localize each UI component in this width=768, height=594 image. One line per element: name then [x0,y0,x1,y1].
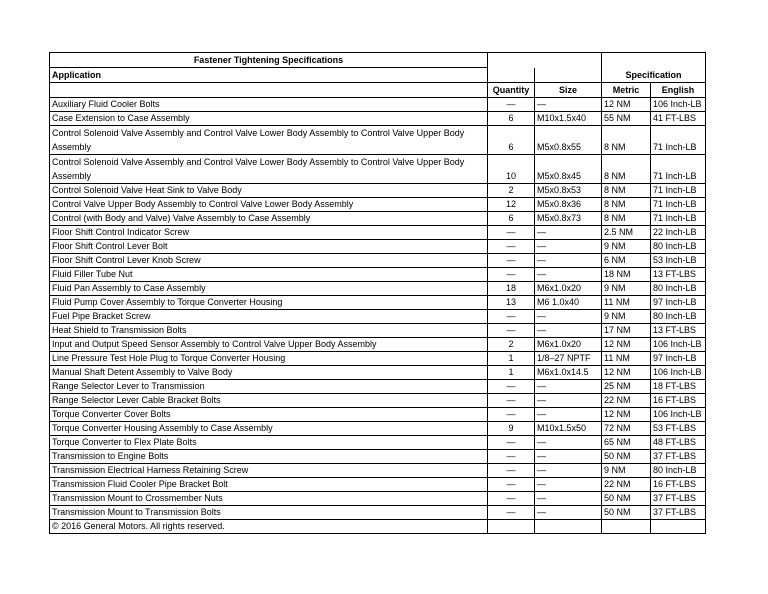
cell-metric: 8 NM [602,126,651,155]
cell-application: Fuel Pipe Bracket Screw [50,310,488,324]
cell-size: — [535,268,602,282]
cell-size: — [535,310,602,324]
cell-english: 53 Inch-LB [651,254,706,268]
table-title: Fastener Tightening Specifications [50,53,488,68]
cell-metric: 9 NM [602,464,651,478]
cell-application: Torque Converter Cover Bolts [50,408,488,422]
cell-english: 106 Inch-LB [651,408,706,422]
cell-metric: 6 NM [602,254,651,268]
cell-quantity: — [488,240,535,254]
cell-size: M6x1.0x14.5 [535,366,602,380]
cell-english: 80 Inch-LB [651,464,706,478]
cell-metric: 22 NM [602,478,651,492]
cell-quantity: — [488,324,535,338]
cell-quantity: — [488,98,535,112]
cell-metric: 2.5 NM [602,226,651,240]
cell-metric: 9 NM [602,240,651,254]
cell-english: 16 FT-LBS [651,394,706,408]
cell-application: Torque Converter Housing Assembly to Case Assembly [50,422,488,436]
cell-size: M6x1.0x20 [535,338,602,352]
cell-english: 106 Inch-LB [651,338,706,352]
header-application: Application [50,68,488,83]
cell-metric: 18 NM [602,268,651,282]
cell-size: — [535,450,602,464]
cell-size: M5x0.8x36 [535,198,602,212]
cell-quantity: 6 [488,212,535,226]
table-row [50,310,706,324]
cell-size: M5x0.8x53 [535,184,602,198]
cell-metric: 8 NM [602,198,651,212]
cell-quantity: 13 [488,296,535,310]
cell-application: Fluid Pan Assembly to Case Assembly [50,282,488,296]
cell-application: Auxiliary Fluid Cooler Bolts [50,98,488,112]
cell-english: 71 Inch-LB [651,126,706,155]
cell-metric: 12 NM [602,98,651,112]
table-row [50,98,706,112]
cell-size: M10x1.5x40 [535,112,602,126]
table-row [50,464,706,478]
cell-size: — [535,394,602,408]
cell-application: Floor Shift Control Lever Knob Screw [50,254,488,268]
cell-english: 71 Inch-LB [651,155,706,184]
cell-quantity: — [488,408,535,422]
cell-application: Case Extension to Case Assembly [50,112,488,126]
header-english: English [651,83,706,98]
table-row [50,296,706,310]
cell-quantity: — [488,436,535,450]
table-row [50,436,706,450]
cell-english: 37 FT-LBS [651,492,706,506]
cell-application: Control Solenoid Valve Heat Sink to Valve Body [50,184,488,198]
cell-application: Manual Shaft Detent Assembly to Valve Body [50,366,488,380]
table-row [50,338,706,352]
cell-quantity: — [488,254,535,268]
table-row [50,380,706,394]
cell-size: M5x0.8x45 [535,155,602,184]
cell-metric: 8 NM [602,155,651,184]
cell-metric: 9 NM [602,310,651,324]
cell-application: Transmission to Engine Bolts [50,450,488,464]
cell-size: — [535,324,602,338]
cell-application: Heat Shield to Transmission Bolts [50,324,488,338]
cell-quantity: 2 [488,338,535,352]
cell-english: 71 Inch-LB [651,198,706,212]
cell-size: — [535,408,602,422]
cell-metric: 11 NM [602,352,651,366]
cell-english: 16 FT-LBS [651,478,706,492]
cell-application: Control Solenoid Valve Assembly and Control Valve Lower Body Assembly to Control Valve Upper Body Assembly [50,155,488,184]
table-row [50,324,706,338]
cell-english: 48 FT-LBS [651,436,706,450]
cell-application: Floor Shift Control Lever Bolt [50,240,488,254]
cell-application: Fluid Pump Cover Assembly to Torque Converter Housing [50,296,488,310]
cell-size: M6 1.0x40 [535,296,602,310]
cell-english: 97 Inch-LB [651,352,706,366]
cell-quantity: 1 [488,366,535,380]
table-row [50,126,706,155]
cell-english: 71 Inch-LB [651,212,706,226]
table-row [50,268,706,282]
cell-size: M10x1.5x50 [535,422,602,436]
cell-quantity: — [488,478,535,492]
cell-quantity: 1 [488,352,535,366]
cell-metric: 11 NM [602,296,651,310]
table-row [50,422,706,436]
cell-size: M5x0.8x73 [535,212,602,226]
cell-metric: 17 NM [602,324,651,338]
cell-quantity: 12 [488,198,535,212]
table-row [50,408,706,422]
cell-english: 106 Inch-LB [651,366,706,380]
cell-quantity: 9 [488,422,535,436]
table-row [50,492,706,506]
cell-quantity: 6 [488,112,535,126]
cell-english: 13 FT-LBS [651,268,706,282]
cell-size: — [535,380,602,394]
cell-size: — [535,226,602,240]
cell-metric: 9 NM [602,282,651,296]
cell-metric: 12 NM [602,338,651,352]
header-quantity: Quantity [488,83,535,98]
cell-application: Fluid Filler Tube Nut [50,268,488,282]
copyright-notice: © 2016 General Motors. All rights reserved. [50,520,488,534]
cell-quantity: — [488,268,535,282]
cell-application: Range Selector Lever Cable Bracket Bolts [50,394,488,408]
table-row [50,198,706,212]
cell-metric: 50 NM [602,450,651,464]
cell-application: Control (with Body and Valve) Valve Assembly to Case Assembly [50,212,488,226]
cell-quantity: 6 [488,126,535,155]
table-row [50,112,706,126]
cell-size: — [535,478,602,492]
header-metric: Metric [602,83,651,98]
cell-english: 37 FT-LBS [651,450,706,464]
table-row [50,240,706,254]
cell-metric: 65 NM [602,436,651,450]
table-row [50,366,706,380]
table-row [50,282,706,296]
cell-size: — [535,492,602,506]
cell-quantity: — [488,394,535,408]
cell-metric: 12 NM [602,408,651,422]
cell-quantity: — [488,506,535,520]
cell-english: 13 FT-LBS [651,324,706,338]
cell-quantity: 2 [488,184,535,198]
cell-application: Torque Converter to Flex Plate Bolts [50,436,488,450]
cell-size: 1/8–27 NPTF [535,352,602,366]
cell-application: Control Solenoid Valve Assembly and Control Valve Lower Body Assembly to Control Valve Upper Body Assembly [50,126,488,155]
fastener-spec-table [49,52,706,534]
cell-application: Control Valve Upper Body Assembly to Control Valve Lower Body Assembly [50,198,488,212]
cell-application: Transmission Mount to Transmission Bolts [50,506,488,520]
cell-quantity: — [488,464,535,478]
table-row [50,450,706,464]
cell-quantity: 18 [488,282,535,296]
cell-size: — [535,464,602,478]
cell-application: Transmission Electrical Harness Retaining Screw [50,464,488,478]
fastener-spec-sheet [49,52,706,534]
cell-application: Line Pressure Test Hole Plug to Torque Converter Housing [50,352,488,366]
cell-english: 37 FT-LBS [651,506,706,520]
cell-english: 41 FT-LBS [651,112,706,126]
table-row [50,212,706,226]
table-row [50,352,706,366]
cell-english: 80 Inch-LB [651,282,706,296]
cell-metric: 55 NM [602,112,651,126]
header-size: Size [535,83,602,98]
cell-size: M6x1.0x20 [535,282,602,296]
table-row [50,394,706,408]
cell-english: 80 Inch-LB [651,310,706,324]
cell-application: Transmission Mount to Crossmember Nuts [50,492,488,506]
cell-english: 80 Inch-LB [651,240,706,254]
cell-application: Transmission Fluid Cooler Pipe Bracket Bolt [50,478,488,492]
cell-english: 22 Inch-LB [651,226,706,240]
cell-english: 71 Inch-LB [651,184,706,198]
cell-size: — [535,254,602,268]
cell-size: M5x0.8x55 [535,126,602,155]
cell-metric: 25 NM [602,380,651,394]
cell-quantity: — [488,310,535,324]
cell-metric: 72 NM [602,422,651,436]
table-row [50,478,706,492]
cell-quantity: — [488,492,535,506]
cell-metric: 50 NM [602,506,651,520]
cell-application: Range Selector Lever to Transmission [50,380,488,394]
cell-english: 97 Inch-LB [651,296,706,310]
cell-metric: 8 NM [602,212,651,226]
cell-metric: 12 NM [602,366,651,380]
cell-metric: 8 NM [602,184,651,198]
cell-metric: 50 NM [602,492,651,506]
cell-quantity: — [488,226,535,240]
cell-english: 18 FT-LBS [651,380,706,394]
header-specification: Specification [602,68,706,83]
table-row [50,254,706,268]
cell-size: — [535,436,602,450]
cell-size: — [535,98,602,112]
cell-metric: 22 NM [602,394,651,408]
table-row [50,155,706,184]
table-row [50,184,706,198]
cell-english: 106 Inch-LB [651,98,706,112]
cell-application: Input and Output Speed Sensor Assembly to Control Valve Upper Body Assembly [50,338,488,352]
cell-quantity: — [488,450,535,464]
cell-quantity: — [488,380,535,394]
cell-quantity: 10 [488,155,535,184]
table-row [50,506,706,520]
cell-application: Floor Shift Control Indicator Screw [50,226,488,240]
table-row [50,226,706,240]
cell-size: — [535,240,602,254]
cell-english: 53 FT-LBS [651,422,706,436]
cell-size: — [535,506,602,520]
